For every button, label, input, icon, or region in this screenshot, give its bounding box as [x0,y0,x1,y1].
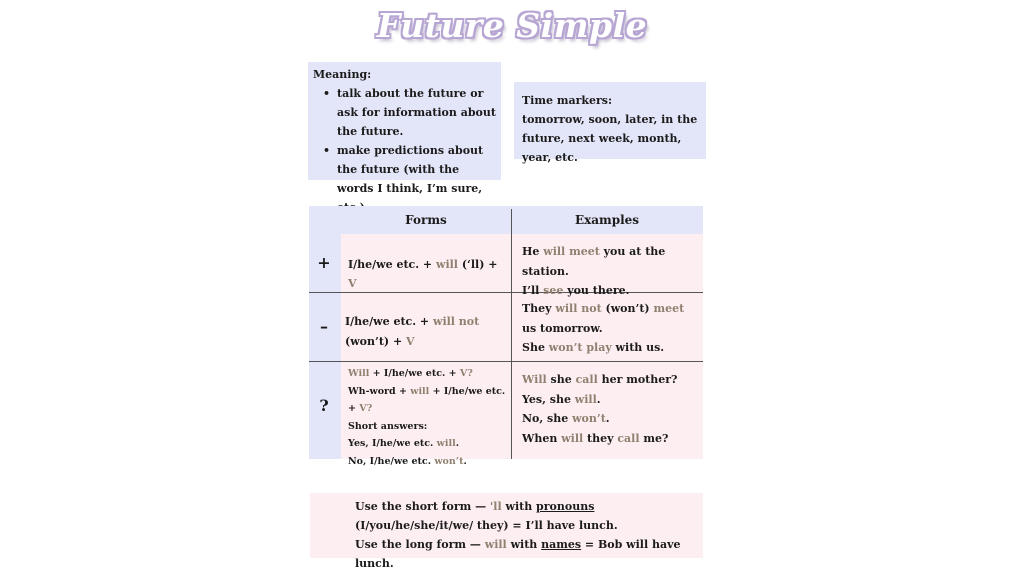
table-header-forms: Forms [405,213,447,227]
negative-symbol: – [320,317,328,336]
meaning-bullet: • make predictions about the future (with the words I think, I’m sure, [308,141,497,217]
form-highlight: will [435,258,458,271]
time-markers-text: tomorrow, soon, later, in the future, next week, month, year, etc. [522,113,698,164]
form-text: Short answers: [348,420,428,432]
page-title: Future Simple [376,6,648,45]
form-text: No, I/he/we etc. [348,455,435,467]
example-line [522,429,700,449]
form-highlight: V? [359,403,373,414]
example-text: She [522,341,549,354]
example-text: with us. [611,341,665,354]
example-text: I’ll [522,284,544,297]
form-text: I/he/we etc. + [348,258,436,271]
example-line [522,390,700,410]
example-highlight: meet [653,302,685,315]
affirmative-symbol: + [317,253,331,272]
example-highlight: call [575,373,598,386]
example-text: me? [639,431,669,445]
table-header-examples: Examples [574,213,640,227]
example-text: No, she [522,412,573,425]
note-text: = Bob will have lunch. [355,538,681,570]
example-text: her mother? [597,373,678,386]
form-text: . [455,438,459,449]
form-line [348,418,510,436]
meaning-list [308,84,497,217]
note-line-short [355,497,685,535]
forms-table [309,206,703,467]
example-highlight: won’t [572,412,606,425]
example-text: they [583,431,618,445]
example-highlight: Will [522,373,547,386]
note-line-long [355,535,685,573]
example-text: He [522,245,544,258]
form-highlight: will [410,385,430,397]
form-line [348,435,510,453]
form-text: I/he/we etc. + [345,315,433,328]
examples-affirmative [522,242,700,301]
examples-question [522,370,700,448]
example-line [522,338,690,358]
note-text: Use the long form — [355,538,485,551]
example-text: When [522,431,562,445]
example-line [522,299,690,338]
example-line [522,281,700,301]
example-line [522,242,700,281]
example-text: . [596,392,601,406]
example-highlight: won’t play [548,341,612,354]
form-highlight: will [436,438,456,449]
example-text: us tomorrow. [522,321,603,335]
form-negative [345,312,509,352]
form-affirmative [348,255,508,293]
usage-note [310,493,703,570]
form-highlight: Will [348,368,370,379]
examples-negative [522,299,690,358]
form-text: + I/he/we etc. + [348,385,506,414]
example-line [522,409,700,429]
row-divider [309,361,703,362]
form-line [348,383,510,418]
form-highlight: V [406,335,415,348]
note-text: with [501,500,537,513]
example-highlight: will not [555,302,602,315]
form-highlight: V? [459,368,473,379]
example-text: she [546,373,576,386]
note-text: (I/you/he/she/it/we/ they) = I’ll have lunch. [355,519,618,532]
example-text: you at the station. [522,245,666,278]
time-markers-heading: Time markers: [522,94,613,107]
example-highlight: will [574,392,597,406]
example-highlight: see [543,284,564,297]
example-line [522,370,700,390]
form-highlight: won’t [434,455,464,467]
note-text: with [506,538,542,551]
form-text: (‘ll) + [457,258,498,271]
meaning-heading: Meaning: [313,68,372,81]
form-line [348,365,510,383]
form-text: Wh-word + [348,385,411,397]
form-highlight: V [348,277,357,290]
form-line [348,453,510,471]
form-text: . [463,455,467,467]
note-underlined: pronouns [536,500,595,513]
question-symbol: ? [319,396,329,415]
meaning-box [308,62,501,195]
column-divider [511,209,512,459]
example-text: Yes, she [522,392,575,406]
note-text: Use the short form — [355,500,490,513]
example-text: you there. [563,284,630,297]
form-question [348,365,510,470]
example-highlight: will meet [543,245,600,258]
example-text: They [522,302,556,315]
note-highlight: will [484,538,507,551]
form-text: (won’t) + [345,335,406,348]
example-text: . [605,412,610,425]
meaning-bullet: • talk about the future or ask for information about the future. [308,84,497,141]
form-highlight: will not [432,315,480,328]
example-highlight: will [561,431,584,445]
note-highlight: 'll [489,500,502,513]
form-text: Yes, I/he/we etc. [348,438,437,449]
example-text: (won’t) [601,302,654,315]
example-highlight: call [617,431,640,445]
note-underlined: names [541,538,582,551]
form-text: + I/he/we etc. + [369,368,460,379]
time-markers-box [514,82,706,164]
